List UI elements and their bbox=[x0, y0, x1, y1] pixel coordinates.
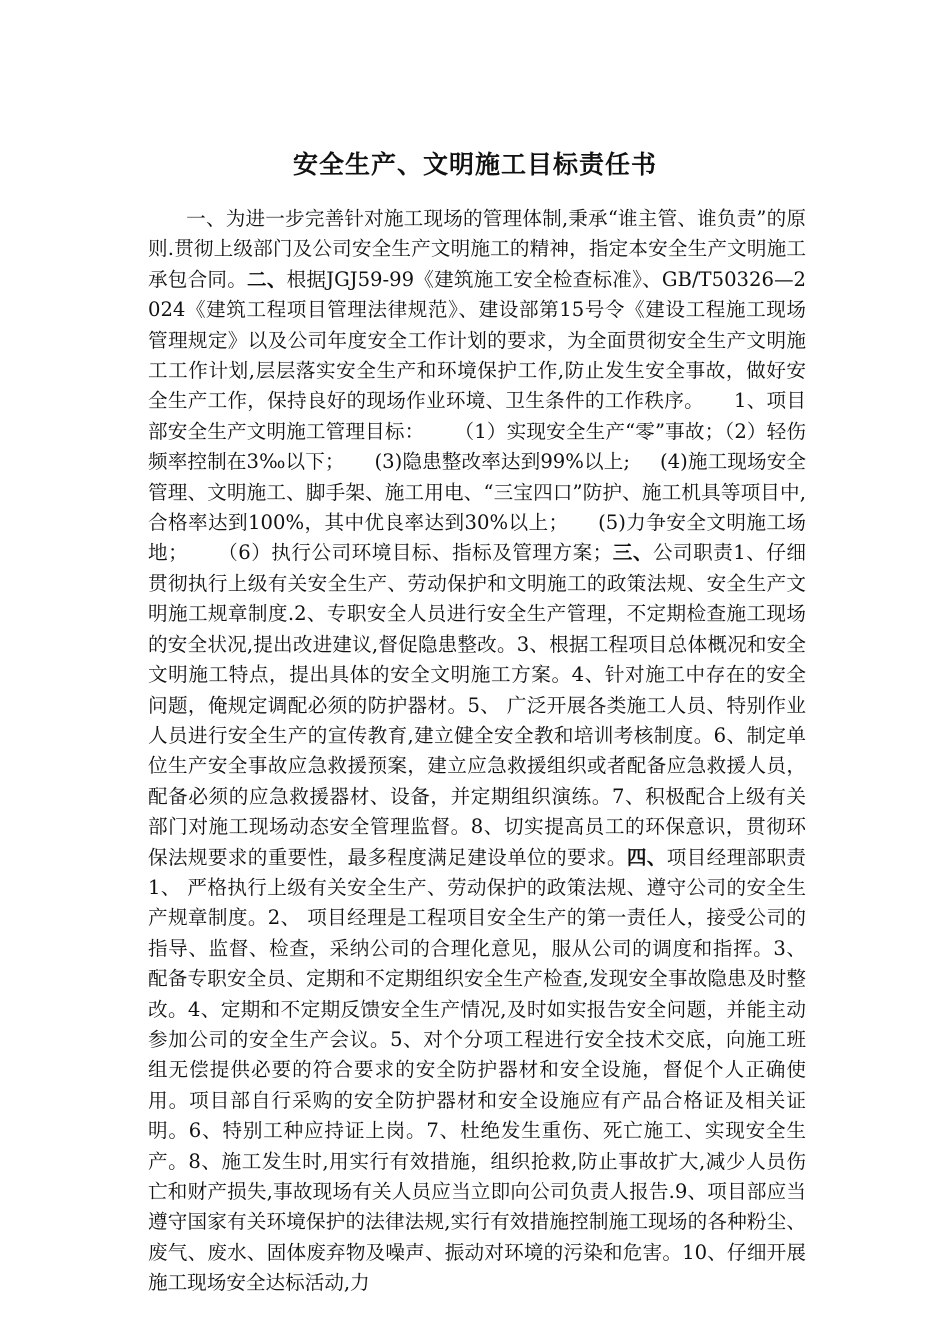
goal-5: (5)力争安全文明施工场地； bbox=[148, 511, 806, 565]
goal-3: (3)隐患整改率达到99%以上; bbox=[374, 450, 630, 474]
document-title: 安全生产、文明施工目标责任书 bbox=[292, 150, 657, 179]
section-heading-3: 三、 bbox=[612, 541, 653, 565]
document-body bbox=[148, 204, 806, 1299]
goal-6: （6）执行公司环境目标、指标及管理方案； bbox=[217, 541, 613, 565]
section-heading-2: 二、 bbox=[247, 267, 287, 291]
goal-2: （2）轻伤频率控制在3‰以下； bbox=[148, 419, 807, 474]
paragraph-company-duties: 公司职责1、仔细贯彻执行上级有关安全生产、劳动保护和文明施工的政策法规、安全生产文明施工规章制度.2、专职安全人员进行安全生产管理，不定期检查施工现场的安全状况,提出改进建议,督促隐患整改。3、根据工程项目总体概况和安全文明施工特点，提出具体的安全文明施工方案。4、针对施工中存在的安全问题，俺规定调配必须的防护器材。5、 广泛开展各类施工人员、特别作业人员进行安全生产的宣传教育,建立健全安全教和培训考核制度。6、制定单位生产安全事故应急救援预案，建立应急救援组织或者配备应急救援人员，配备必须的应急救援器材、设备，并定期组织演练。7、积极配合上级有关部门对施工现场动态安全管理监督。8、切实提高员工的环保意识，贯彻环保法规要求的重要性，最多程度满足建设单位的要求。 bbox=[148, 541, 807, 869]
goals-heading: 1、项目部安全生产文明施工管理目标： bbox=[148, 389, 807, 443]
paragraph-basis: 根据JGJ59-99《建筑施工安全检查标准》、GB/T50326—2024《建筑工程项目管理法律规范》、建设部第15号令《建设工程施工现场管理规定》以及公司年度安全工作计划的要求，为全面贯彻安全生产文明施工工作计划,层层落实安全生产和环境保护工作,防止发生安全事故，做好安全生产工作，保持良好的现场作业环境、卫生条件的工作秩序。 bbox=[148, 267, 807, 413]
goal-1: （1）实现安全生产“零”事故； bbox=[454, 419, 725, 443]
goal-4: (4)施工现场安全管理、文明施工、脚手架、施工用电、“三宝四口”防护、施工机具等项目中,合格率达到100%，其中优良率达到30%以上； bbox=[148, 450, 806, 535]
paragraph-pm-duties: 项目经理部职责1、 严格执行上级有关安全生产、劳动保护的政策法规、遵守公司的安全生产规章制度。2、 项目经理是工程项目安全生产的第一责任人，接受公司的指导、监督、检查，采纳公司的合理化意见，服从公司的调度和指挥。3、配备专职安全员、定期和不定期组织安全生产检查,发现安全事故隐患及时整改。4、定期和不定期反馈安全生产情况,及时如实报告安全问题，并能主动参加公司的安全生产会议。5、对个分项工程进行安全技术交底，向施工班组无偿提供必要的符合要求的安全防护器材和安全设施，督促个人正确使用。项目部自行采购的安全防护器材和安全设施应有产品合格证及相关证明。6、特别工种应持证上岗。7、杜绝发生重伤、死亡施工、实现安全生产。8、施工发生时,用实行有效措施，组织抢救,防止事故扩大,减少人员伤亡和财产损失,事故现场有关人员应当立即向公司负责人报告.9、项目部应当遵守国家有关环境保护的法律法规,实行有效措施控制施工现场的各种粉尘、废气、废水、固体废弃物及噪声、振动对环境的污染和危害。10、仔细开展施工现场安全达标活动,力 bbox=[148, 845, 807, 1295]
paragraph-intro: 一、为进一步完善针对施工现场的管理体制,秉承“谁主管、谁负责”的原则.贯彻上级部门及公司安全生产文明施工的精神，指定本安全生产文明施工承包合同。 bbox=[148, 207, 806, 291]
section-heading-4: 四、 bbox=[626, 845, 667, 869]
